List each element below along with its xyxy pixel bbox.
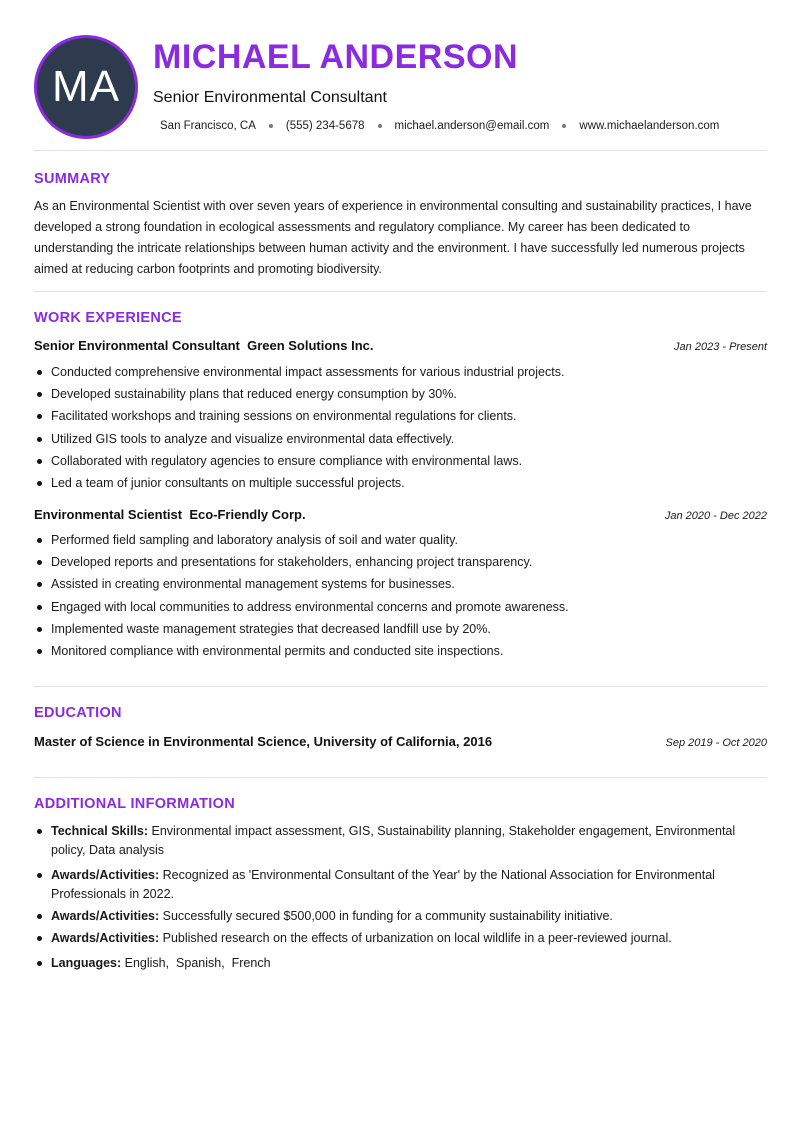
avatar (34, 35, 138, 139)
contact-phone: (555) 234-5678 (285, 120, 365, 132)
list-item: Collaborated with regulatory agencies to ensure compliance with environmental laws. (34, 450, 768, 472)
item-label: Languages: (51, 956, 122, 970)
item-text: Successfully secured $500,000 in funding for a community sustainability initiative. (159, 909, 613, 923)
job-title: Senior Environmental Consultant Green Solutions Inc. (34, 338, 374, 353)
job-dates: Jan 2023 - Present (674, 341, 767, 353)
candidate-name: MICHAEL ANDERSON (153, 38, 519, 76)
additional-heading: ADDITIONAL INFORMATION (34, 796, 235, 812)
item-label: Technical Skills: (51, 824, 149, 838)
item-text: Environmental impact assessment, GIS, Sustainability planning, Stakeholder engagement, Environmental policy, Data analysis (51, 824, 736, 857)
job-bullets (34, 361, 768, 494)
job-title: Environmental Scientist Eco-Friendly Corp. (34, 507, 306, 522)
contact-location: San Francisco, CA (160, 120, 256, 132)
summary-text: As an Environmental Scientist with over seven years of experience in environmental consulting and sustainability practices, I have developed a strong foundation in ecological assessments and regulatory compliance. My career has been dedicated to understanding the intricate relationships between human activity and the environment. I have successfully led numerous projects aimed at reducing carbon footprints and promoting biodiversity. (34, 199, 752, 276)
list-item: Facilitated workshops and training sessions on environmental regulations for clients. (34, 405, 768, 427)
list-item: Engaged with local communities to address environmental concerns and promote awareness. (34, 596, 768, 618)
item-label: Awards/Activities: (51, 931, 160, 945)
education-entry (34, 734, 767, 749)
contact-email[interactable]: michael.anderson@email.com (394, 120, 550, 132)
divider (34, 150, 767, 151)
job-header (34, 338, 767, 353)
list-item (34, 822, 768, 860)
dot-separator-icon (562, 124, 566, 128)
job-bullets (34, 529, 768, 662)
job-dates: Jan 2020 - Dec 2022 (664, 510, 767, 522)
contact-bar (160, 120, 719, 132)
list-item: Utilized GIS tools to analyze and visualize environmental data effectively. (34, 428, 768, 450)
list-item: Assisted in creating environmental management systems for businesses. (34, 573, 768, 595)
list-item: Led a team of junior consultants on multiple successful projects. (34, 472, 768, 494)
divider (34, 777, 767, 778)
additional-list (34, 822, 768, 973)
education-dates: Sep 2019 - Oct 2020 (665, 737, 767, 749)
item-label: Awards/Activities: (51, 909, 160, 923)
avatar-initials: MA (52, 62, 120, 111)
divider (34, 686, 767, 687)
list-item: Conducted comprehensive environmental impact assessments for various industrial projects. (34, 361, 768, 383)
job-header (34, 507, 767, 522)
candidate-title: Senior Environmental Consultant (153, 89, 387, 106)
list-item: Monitored compliance with environmental permits and conducted site inspections. (34, 640, 768, 662)
list-item: Developed sustainability plans that reduced energy consumption by 30%. (34, 383, 768, 405)
list-item: Performed field sampling and laboratory analysis of soil and water quality. (34, 529, 768, 551)
degree: Master of Science in Environmental Science, University of California, 2016 (34, 734, 493, 749)
list-item (34, 954, 768, 973)
contact-website[interactable]: www.michaelanderson.com (579, 120, 720, 132)
experience-heading: WORK EXPERIENCE (34, 310, 182, 326)
list-item (34, 907, 768, 926)
list-item: Implemented waste management strategies that decreased landfill use by 20%. (34, 618, 768, 640)
list-item: Developed reports and presentations for stakeholders, enhancing project transparency. (34, 551, 768, 573)
summary-heading: SUMMARY (34, 171, 111, 187)
dot-separator-icon (269, 124, 273, 128)
list-item (34, 866, 768, 904)
item-text: Published research on the effects of urbanization on local wildlife in a peer-reviewed journal. (159, 931, 672, 945)
item-label: Awards/Activities: (51, 868, 160, 882)
education-heading: EDUCATION (34, 705, 122, 721)
item-text: Recognized as 'Environmental Consultant of the Year' by the National Association for Environmental Professionals in 2022. (51, 868, 715, 901)
divider (34, 291, 767, 292)
item-text: English, Spanish, French (121, 956, 271, 970)
dot-separator-icon (378, 124, 382, 128)
list-item (34, 929, 768, 948)
